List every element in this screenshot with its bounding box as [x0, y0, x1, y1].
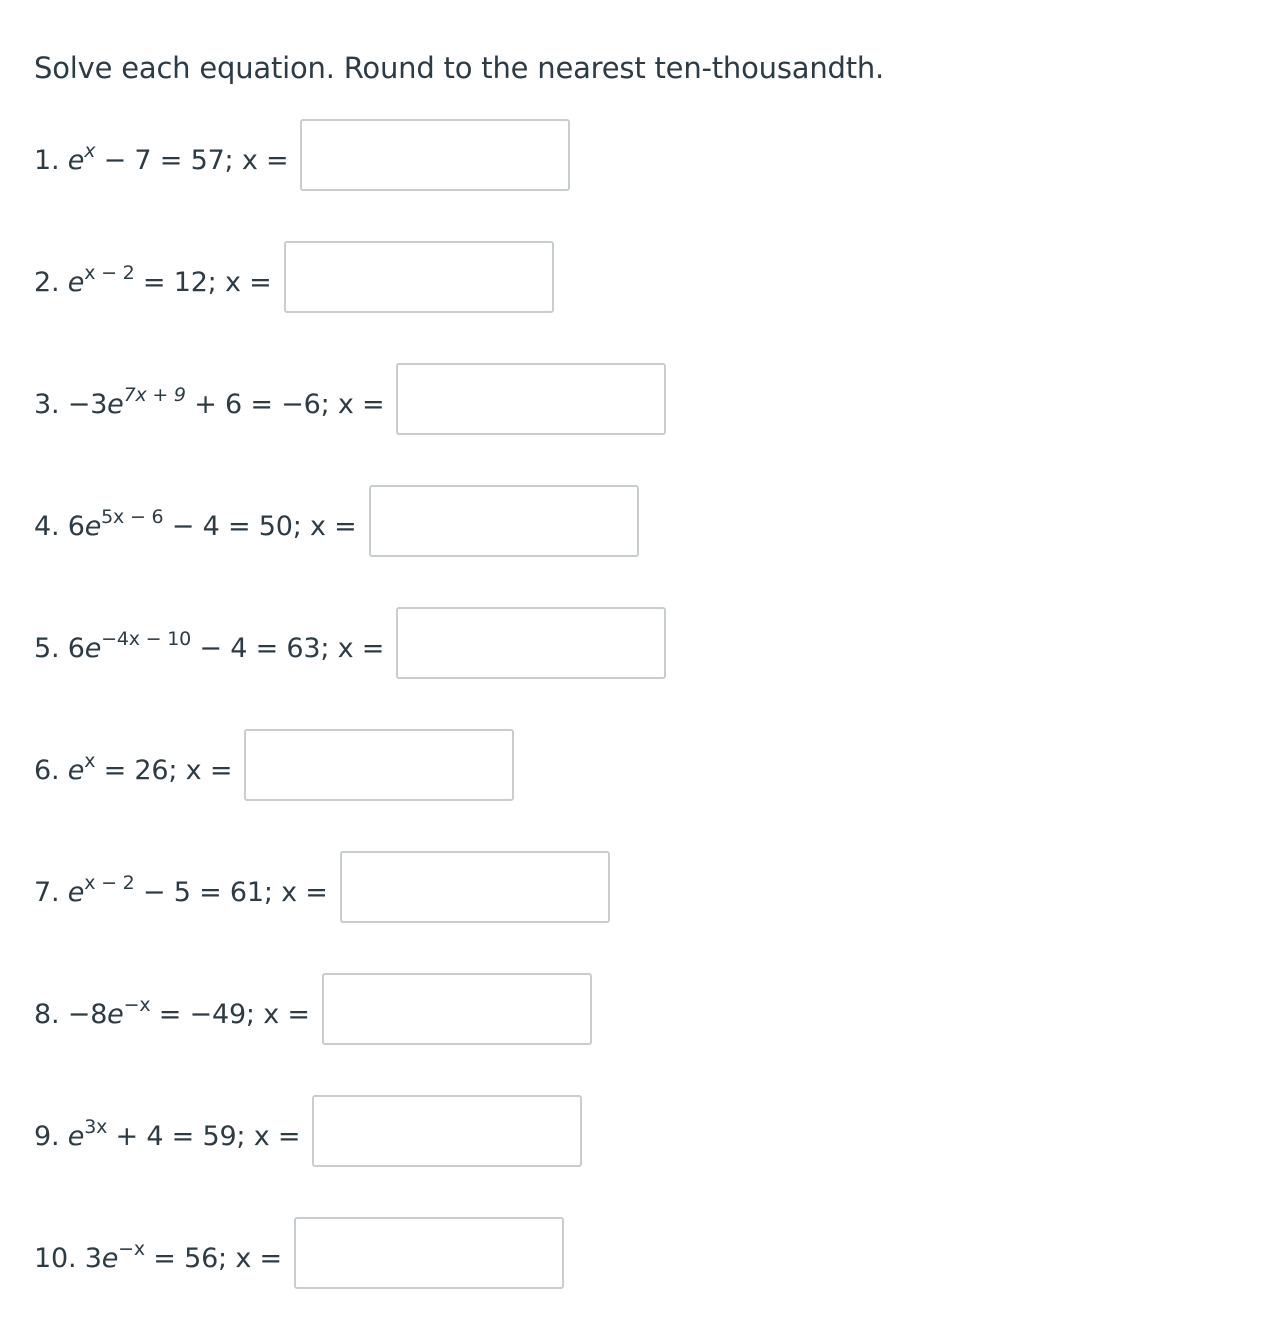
exponent: x − 2 — [84, 872, 135, 894]
answer-input-1[interactable] — [300, 119, 570, 191]
equation-6 — [34, 750, 233, 789]
problem-8 — [34, 971, 592, 1047]
base-e: e — [107, 389, 124, 420]
problem-5 — [34, 605, 666, 681]
instructions: Solve each equation. Round to the nearest ten-thousandth. — [34, 51, 885, 85]
exponent: x − 2 — [84, 262, 135, 284]
problem-1 — [34, 117, 570, 193]
answer-input-6[interactable] — [244, 729, 514, 801]
coefficient: 3 — [84, 1243, 102, 1274]
answer-input-4[interactable] — [369, 485, 639, 557]
coefficient: 6 — [67, 633, 85, 664]
equation-3 — [34, 384, 385, 423]
equation-rest: + 6 = −6; x = — [185, 389, 385, 420]
coefficient: −8 — [67, 999, 108, 1030]
problem-number: 2. — [34, 267, 60, 298]
answer-input-10[interactable] — [294, 1217, 564, 1289]
exponent: 3x — [84, 1116, 108, 1138]
answer-input-9[interactable] — [312, 1095, 582, 1167]
problem-7 — [34, 849, 610, 925]
problem-number: 3. — [34, 389, 60, 420]
problem-10 — [34, 1215, 564, 1291]
problem-number: 5. — [34, 633, 60, 664]
equation-rest: − 4 = 63; x = — [191, 633, 385, 664]
base-e: e — [101, 1243, 119, 1274]
equation-rest: + 4 = 59; x = — [107, 1121, 301, 1152]
answer-input-7[interactable] — [340, 851, 610, 923]
problem-4 — [34, 483, 639, 559]
equation-2 — [34, 262, 272, 301]
answer-input-2[interactable] — [284, 241, 554, 313]
base-e: e — [84, 511, 102, 542]
equation-rest: = 12; x = — [134, 267, 272, 298]
equation-rest: − 7 = 57; x = — [95, 145, 289, 176]
base-e: e — [107, 999, 124, 1030]
problem-6 — [34, 727, 514, 803]
equation-7 — [34, 872, 328, 911]
problem-number: 4. — [34, 511, 60, 542]
problem-number: 7. — [34, 877, 60, 908]
problem-number: 9. — [34, 1121, 60, 1152]
base-e: e — [67, 877, 85, 908]
problem-9 — [34, 1093, 582, 1169]
equation-4 — [34, 506, 357, 545]
exponent: −4x − 10 — [101, 628, 192, 650]
exponent: −x — [123, 994, 151, 1016]
base-e: e — [67, 267, 85, 298]
answer-input-8[interactable] — [322, 973, 592, 1045]
problem-number: 10. — [34, 1243, 77, 1274]
problem-3 — [34, 361, 666, 437]
base-e: e — [67, 755, 85, 786]
equation-rest: = −49; x = — [150, 999, 310, 1030]
exponent: 5x − 6 — [101, 506, 164, 528]
base-e: e — [84, 633, 102, 664]
problem-number: 8. — [34, 999, 60, 1030]
equation-rest: − 5 = 61; x = — [134, 877, 328, 908]
base-e: e — [67, 1121, 85, 1152]
equation-10 — [34, 1238, 282, 1277]
equation-rest: − 4 = 50; x = — [163, 511, 357, 542]
equation-5 — [34, 628, 385, 667]
coefficient: −3 — [67, 389, 108, 420]
exponent: x — [84, 750, 96, 772]
problem-number: 6. — [34, 755, 60, 786]
exponent: 7x + 9 — [123, 384, 186, 406]
equation-rest: = 26; x = — [95, 755, 233, 786]
answer-input-5[interactable] — [396, 607, 666, 679]
problem-number: 1. — [34, 145, 60, 176]
equation-1 — [34, 140, 289, 179]
exponent: x — [84, 140, 96, 162]
exponent: −x — [118, 1238, 145, 1260]
base-e: e — [67, 145, 85, 176]
equation-9 — [34, 1116, 301, 1155]
coefficient: 6 — [67, 511, 85, 542]
answer-input-3[interactable] — [396, 363, 666, 435]
equation-rest: = 56; x = — [144, 1243, 282, 1274]
equation-8 — [34, 994, 310, 1033]
problem-2 — [34, 239, 554, 315]
